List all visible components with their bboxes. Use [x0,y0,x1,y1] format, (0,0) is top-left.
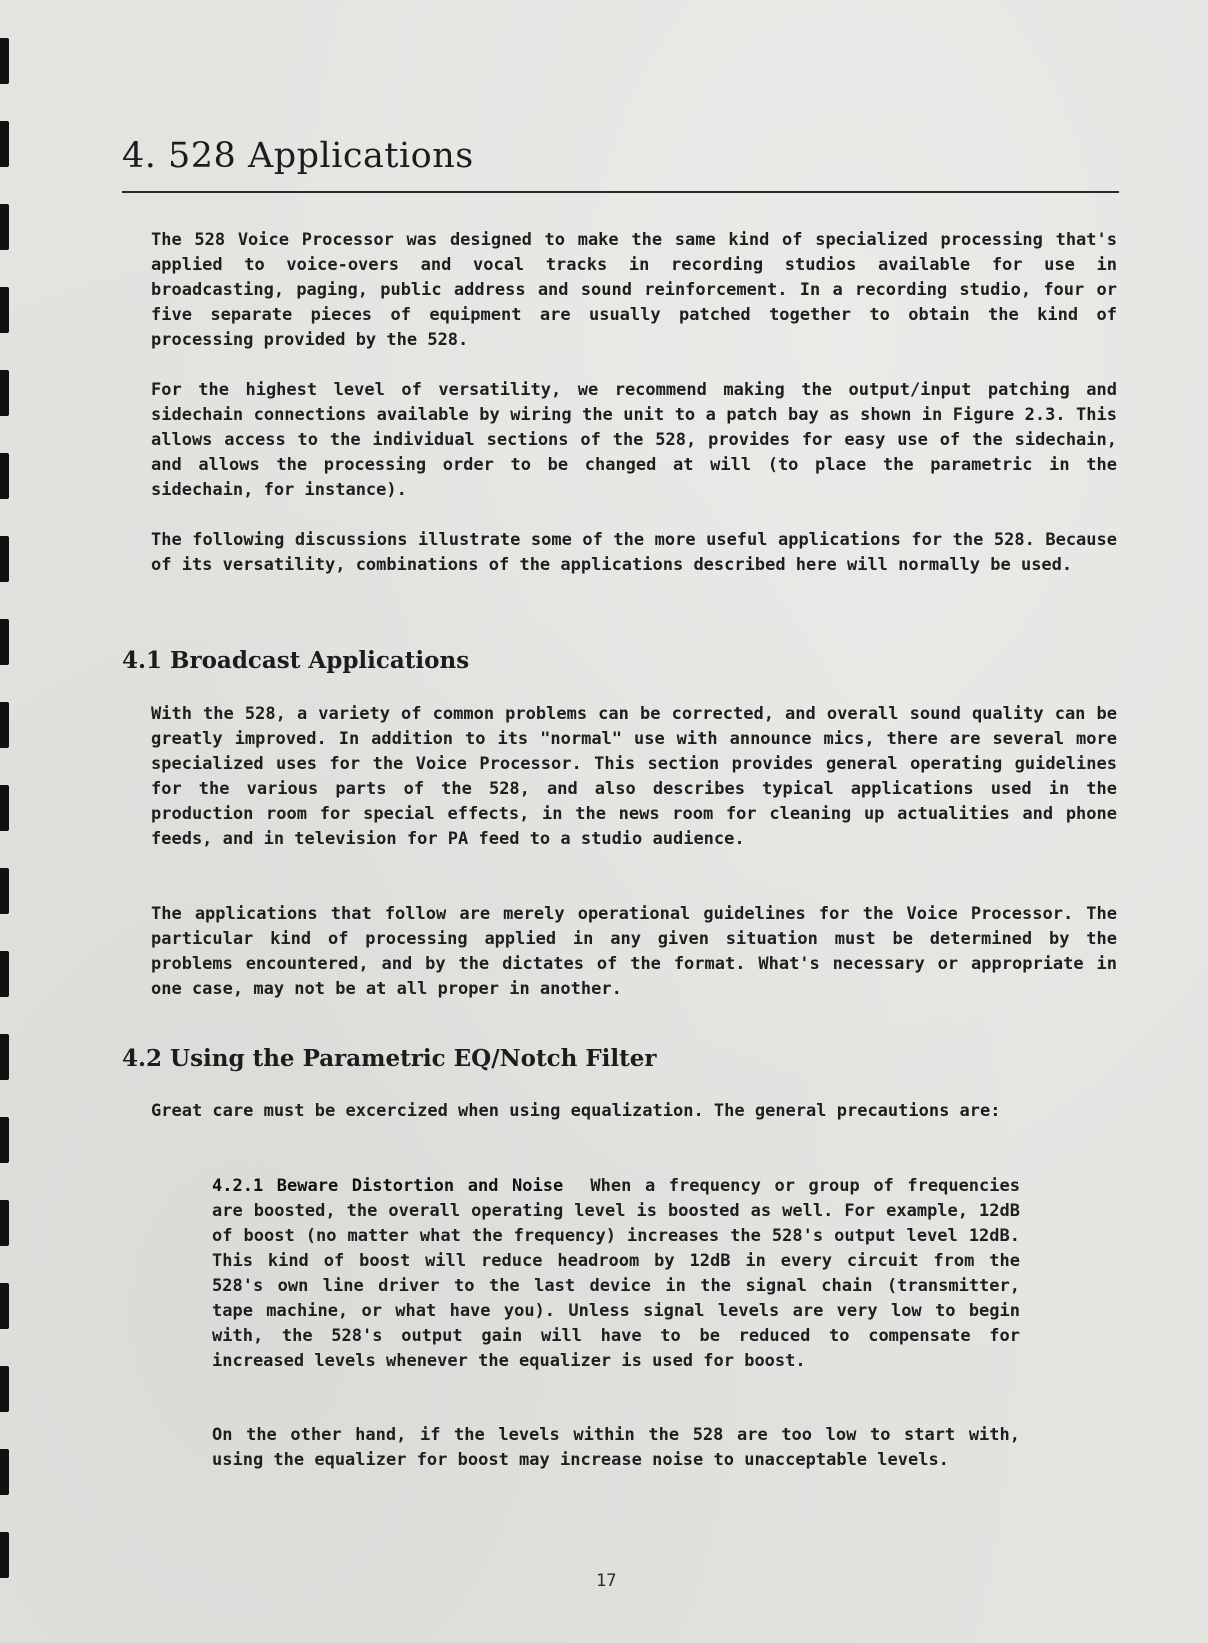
section-4-1-paragraph-2: The applications that follow are merely operational guidelines for the Voice Processor. The particular kind of processing applied in any given situation must be determined by the problems encountered, and by the dictates of the format. What's necessary or appropriate in one case, may not be at all proper in another. [151,904,1117,999]
section-heading-4-1: 4.1 Broadcast Applications [122,647,470,674]
subsection-4-2-1-text: When a frequency or group of frequencies are boosted, the overall operating level is boosted as well. For example, 12dB of boost (no matter what the frequency) increases the 528's output level 12dB. This kind of boost will reduce headroom by 12dB in every circuit from the 528's own line driver to the last device in the signal chain (transmitter, tape machine, or what have you). Unless signal levels are very low to begin with, the 528's output gain will have to be reduced to compensate for increased levels whenever the equalizer is used for boost. [212,1176,1020,1371]
subsection-heading-4-2-1: 4.2.1 Beware Distortion and Noise [212,1176,564,1196]
chapter-paragraph-3: The following discussions illustrate some of the more useful applications for the 528. Because of its versatility, combinations of the applications described here will normally be used. [151,530,1117,575]
section-4-2-intro: Great care must be excercized when using equalization. The general precautions are: [151,1101,1001,1121]
chapter-paragraph-2: For the highest level of versatility, we recommend making the output/input patching and sidechain connections available by wiring the unit to a patch bay as shown in Figure 2.3. This allows access to the individual sections of the 528, provides for easy use of the sidechain, and allows the processing order to be changed at will (to place the parametric in the sidechain, for instance). [151,380,1117,500]
title-rule [122,191,1119,193]
chapter-title: 4. 528 Applications [122,136,474,176]
subsection-4-2-1-paragraph-2: On the other hand, if the levels within the 528 are too low to start with, using the equalizer for boost may increase noise to unacceptable levels. [212,1425,1020,1470]
section-4-1-paragraph-1: With the 528, a variety of common problems can be corrected, and overall sound quality can be greatly improved. In addition to its "normal" use with announce mics, there are several more specialized uses for the Voice Processor. This section provides general operating guidelines for the various parts of the 528, and also describes typical applications used in the production room for special effects, in the news room for cleaning up actualities and phone feeds, and in television for PA feed to a studio audience. [151,704,1117,849]
chapter-paragraph-1: The 528 Voice Processor was designed to make the same kind of specialized processing that's applied to voice-overs and vocal tracks in recording studios available for use in broadcasting, paging, public address and sound reinforcement. In a recording studio, four or five separate pieces of equipment are usually patched together to obtain the kind of processing provided by the 528. [151,230,1117,350]
subsection-4-2-1-paragraph-1 [212,1174,1020,1374]
section-heading-4-2: 4.2 Using the Parametric EQ/Notch Filter [122,1045,657,1072]
page-number: 17 [596,1571,617,1591]
